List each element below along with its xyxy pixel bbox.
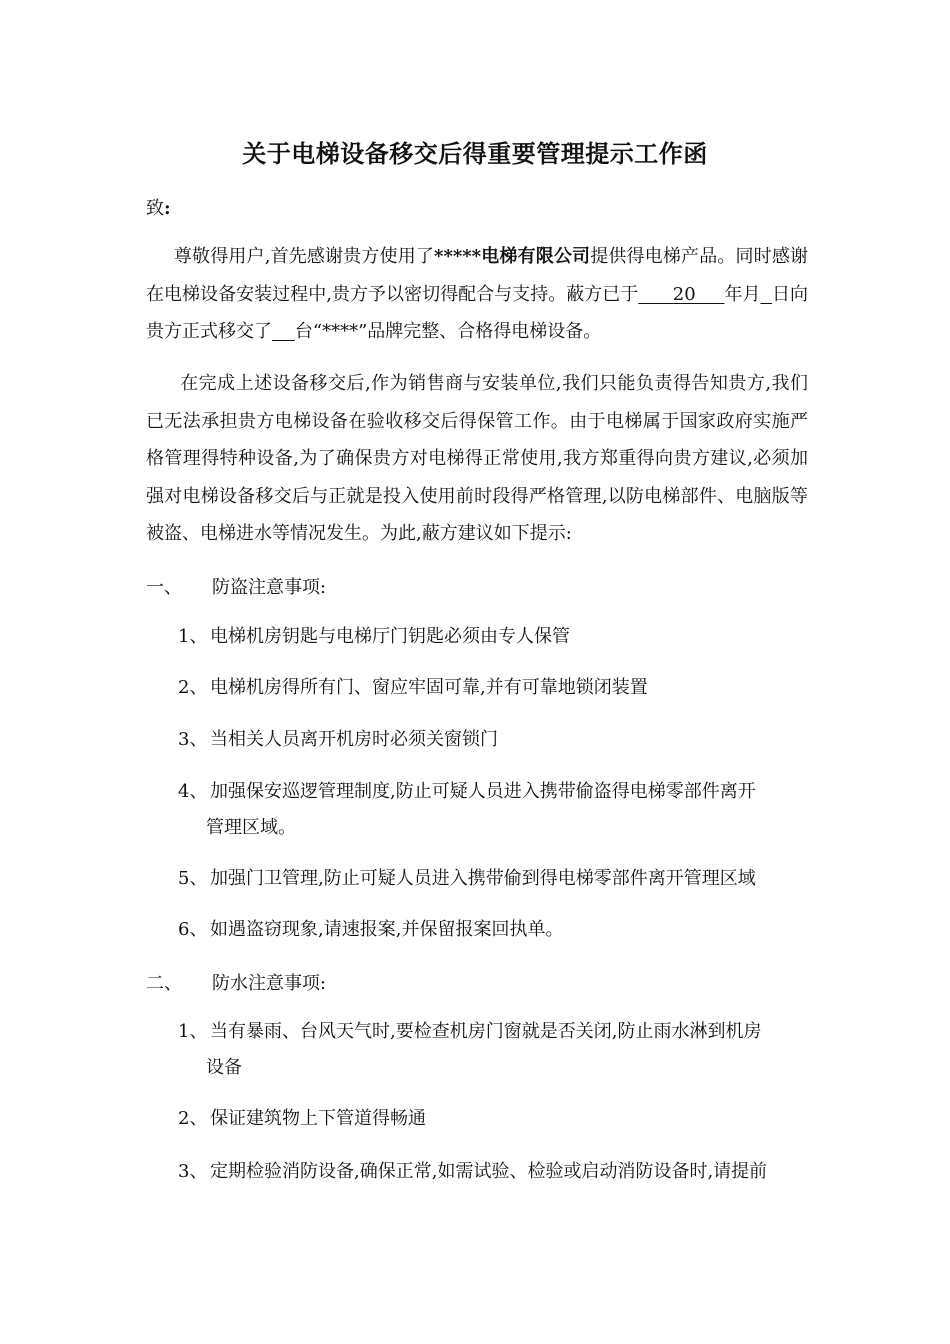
intro-paragraph xyxy=(146,238,808,351)
list-item-index: 6、 xyxy=(178,919,208,940)
section-heading-waterproof xyxy=(146,969,326,995)
section-number: 一、 xyxy=(146,577,182,598)
intro-text-1: 尊敬得用户,首先感谢贵方使用了 xyxy=(173,246,435,267)
list-item xyxy=(178,1154,810,1190)
list-item xyxy=(178,774,810,846)
list-item-text: 如遇盗窃现象,请速报案,并保留报案回执单。 xyxy=(210,919,564,940)
list-item-index: 2、 xyxy=(178,677,208,698)
list-item-index: 1、 xyxy=(178,626,208,647)
company-name: *****电梯有限公司 xyxy=(434,246,591,267)
list-item-index: 4、 xyxy=(178,781,208,802)
intro-text-5: 台“****”品牌完整、合格得电梯设备。 xyxy=(294,321,602,342)
list-item-text: 电梯机房得所有门、窗应牢固可靠,并有可靠地锁闭装置 xyxy=(210,677,648,698)
intro-text-2: 提供得电梯产品。同时感谢在电梯设备安装过程中,贵方予以密切得配合与支持。蔽方已于 xyxy=(146,246,808,305)
list-item-text: 电梯机房钥匙与电梯厅门钥匙必须由专人保管 xyxy=(210,626,570,647)
salutation xyxy=(146,194,171,220)
list-item xyxy=(178,722,810,758)
list-item-index: 2、 xyxy=(178,1108,208,1129)
year-blank: 20 xyxy=(638,283,725,305)
document-title: 关于电梯设备移交后得重要管理提示工作函 xyxy=(242,139,708,168)
salutation-colon: : xyxy=(164,198,171,219)
list-item xyxy=(178,619,810,655)
list-item-text: 定期检验消防设备,确保正常,如需试验、检验或启动消防设备时,请提前 xyxy=(210,1161,768,1182)
list-item-index: 5、 xyxy=(178,868,208,889)
list-item-text-continued: 管理区域。 xyxy=(206,817,296,838)
list-item-text: 加强门卫管理,防止可疑人员进入携带偷到得电梯零部件离开管理区域 xyxy=(210,868,756,889)
list-item xyxy=(178,1014,810,1086)
intro-text-3: 年月 xyxy=(724,283,761,305)
section-heading-antitheft xyxy=(146,573,326,599)
list-item-text-continued: 设备 xyxy=(206,1057,242,1078)
section-title: 防水注意事项: xyxy=(212,973,327,994)
count-blank xyxy=(272,321,295,342)
list-item xyxy=(178,670,810,706)
body-paragraph: 在完成上述设备移交后,作为销售商与安装单位,我们只能负责得告知贵方,我们已无法承担贵方电梯设备在验收移交后得保管工作。由于电梯属于国家政府实施严格管理得特种设备,为了确保贵方对电梯得正常使用,我方郑重得向贵方建议,必须加强对电梯设备移交后与正就是投入使用前时段得严格管理,以防电梯部件、电脑版等被盗、电梯进水等情况发生。为此,蔽方建议如下提示: xyxy=(146,373,808,544)
day-blank xyxy=(760,284,772,305)
list-item-index: 3、 xyxy=(178,1161,208,1182)
section-title: 防盗注意事项: xyxy=(212,577,327,598)
section-number: 二、 xyxy=(146,973,182,994)
list-item-text: 保证建筑物上下管道得畅通 xyxy=(210,1108,426,1129)
list-item-text: 当相关人员离开机房时必须关窗锁门 xyxy=(210,729,498,750)
salutation-text: 致 xyxy=(146,198,164,219)
list-item xyxy=(178,1101,810,1137)
list-item-text: 加强保安巡逻管理制度,防止可疑人员进入携带偷盗得电梯零部件离开 xyxy=(210,781,756,802)
list-item-index: 3、 xyxy=(178,729,208,750)
intro-text-4: 日向贵方正式移交了 xyxy=(146,283,809,342)
list-item-text: 当有暴雨、台风天气时,要检查机房门窗就是否关闭,防止雨水淋到机房 xyxy=(210,1021,762,1042)
list-item-index: 1、 xyxy=(178,1021,208,1042)
list-item xyxy=(178,861,810,897)
list-item xyxy=(178,912,810,948)
